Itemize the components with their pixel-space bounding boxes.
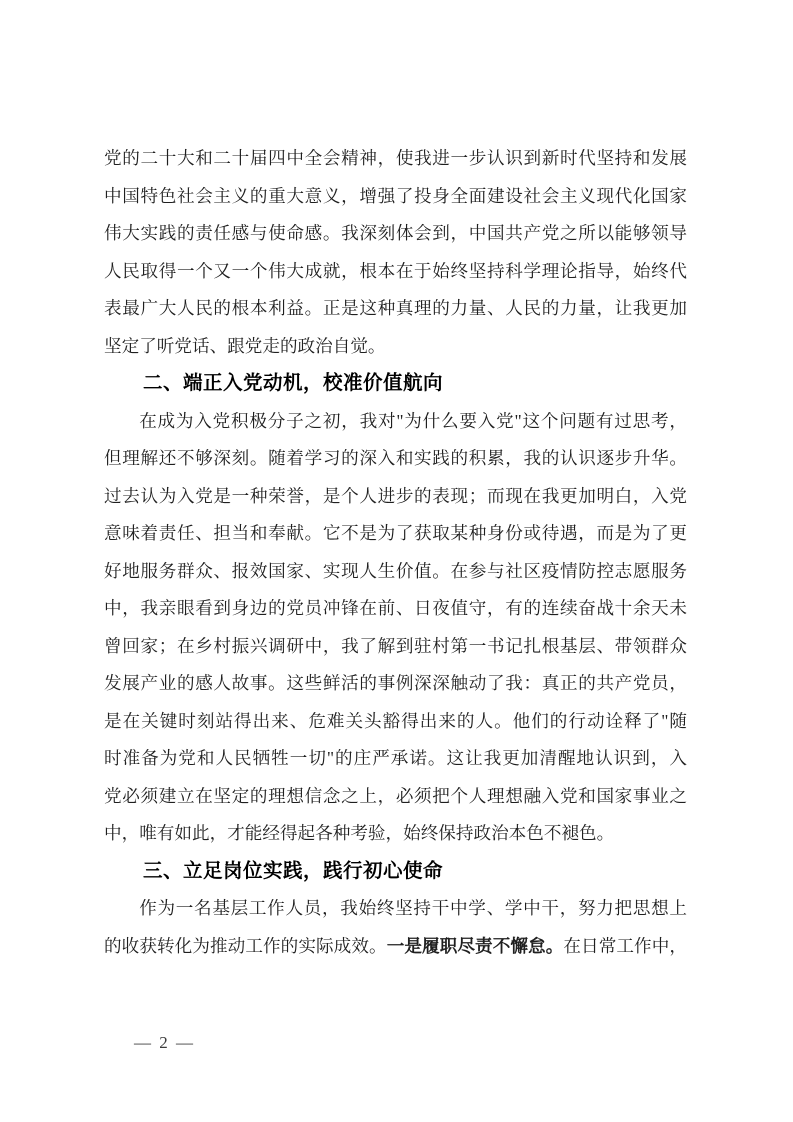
paragraph [104, 890, 687, 965]
text-line: 伟大实践的责任感与使命感。我深刻体会到，中国共产党之所以能够领导 [104, 223, 687, 243]
text-line: 作为一名基层工作人员，我始终坚持干中学、学中干，努力把思想上 [139, 898, 687, 918]
text-line: 意味着责任、担当和奉献。它不是为了获取某种身份或待遇，而是为了更 [104, 523, 687, 543]
text-line: 党的二十大和二十届四中全会精神，使我进一步认识到新时代坚持和发展 [104, 148, 687, 168]
emphasis-text: 一是履职尽责不懈怠。 [386, 935, 564, 956]
text-line: 但理解还不够深刻。随着学习的深入和实践的积累，我的认识逐步升华。 [104, 448, 687, 468]
text-line: 中国特色社会主义的重大意义，增强了投身全面建设社会主义现代化国家 [104, 185, 687, 206]
text-line: 好地服务群众、报效国家、实现人生价值。在参与社区疫情防控志愿服务 [104, 560, 687, 581]
document-body [104, 140, 687, 965]
text-line: 中，我亲眼看到身边的党员冲锋在前、日夜值守，有的连续奋战十余天未 [104, 598, 687, 618]
text-run: 在日常工作中， [563, 935, 687, 956]
section-heading: 二、端正入党动机，校准价值航向 [143, 372, 444, 394]
text-line [104, 928, 687, 966]
paragraph-continuation [104, 140, 687, 365]
paragraph [104, 403, 687, 853]
text-run: 的收获转化为推动工作的实际成效。 [104, 935, 387, 956]
text-line: 时准备为党和人民牺牲一切"的庄严承诺。这让我更加清醒地认识到，入 [104, 748, 687, 768]
text-line: 过去认为入党是一种荣誉，是个人进步的表现；而现在我更加明白，入党 [104, 485, 687, 506]
text-line: 发展产业的感人故事。这些鲜活的事例深深触动了我：真正的共产党员， [104, 673, 687, 693]
text-line: 党必须建立在坚定的理想信念之上，必须把个人理想融入党和国家事业之 [104, 785, 687, 806]
text-line: 是在关键时刻站得出来、危难关头豁得出来的人。他们的行动诠释了"随 [104, 710, 687, 731]
page-number: — 2 — [134, 1033, 195, 1052]
text-line: 在成为入党积极分子之初，我对"为什么要入党"这个问题有过思考， [139, 410, 687, 431]
text-line: 人民取得一个又一个伟大成就，根本在于始终坚持科学理论指导，始终代 [104, 260, 687, 281]
text-line: 中，唯有如此，才能经得起各种考验，始终保持政治本色不褪色。 [104, 823, 615, 843]
text-line: 曾回家；在乡村振兴调研中，我了解到驻村第一书记扎根基层、带领群众 [104, 635, 687, 656]
section-heading: 三、立足岗位实践，践行初心使命 [143, 859, 444, 882]
text-line: 坚定了听党话、跟党走的政治自觉。 [104, 335, 386, 356]
text-line: 表最广大人民的根本利益。正是这种真理的力量、人民的力量，让我更加 [104, 298, 687, 318]
